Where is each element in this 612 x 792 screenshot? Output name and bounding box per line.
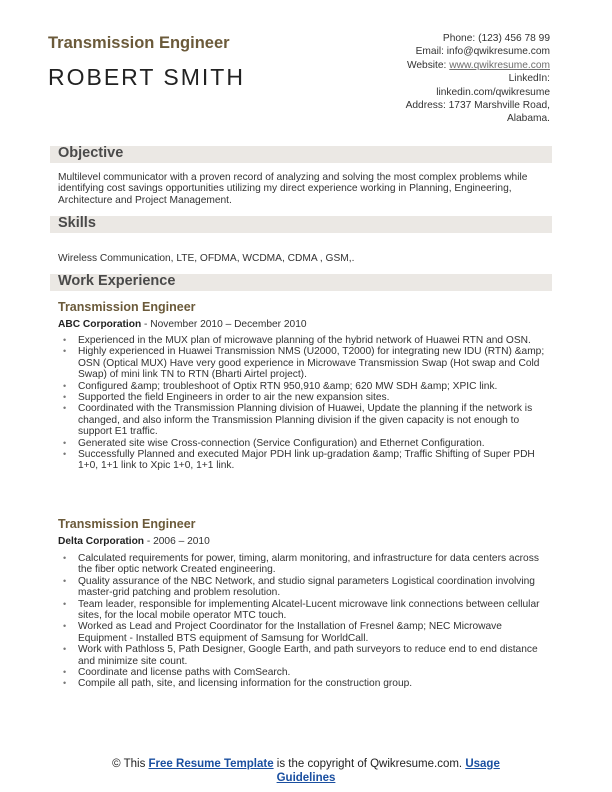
- header-job-title: Transmission Engineer: [48, 34, 230, 52]
- company-name: Delta Corporation: [58, 536, 145, 547]
- guidelines-link[interactable]: Guidelines: [276, 772, 336, 784]
- job-bullets: [58, 553, 552, 690]
- contact-address: Address: 1737 Marshville Road,: [405, 100, 550, 112]
- skills-text: Wireless Communication, LTE, OFDMA, WCDMA, CDMA , GSM,.: [58, 253, 355, 264]
- contact-address-line2: Alabama.: [506, 113, 550, 125]
- bullet-item: • Calculated requirements for power, timing, alarm monitoring, and infrastructure for data centers across the fiber optic network Created engineering.: [58, 553, 552, 576]
- company-name: ABC Corporation: [58, 319, 142, 330]
- job-company-line: [58, 536, 210, 547]
- bullet-item: • Coordinated with the Transmission Planning division of Huawei, Update the planning if the network is changed, and also inform the Transmission Planning division if the given capacity is not enough to support E1 traffic.: [58, 403, 552, 437]
- bullet-item: • Successfully Planned and executed Major PDH link up-gradation &amp; Traffic Shifting of Super PDH 1+0, 1+1 link to Xpic 1+0, 1+1 link.: [58, 449, 552, 472]
- free-resume-template-link[interactable]: Free Resume Template: [148, 758, 274, 770]
- copyright-footer: © This Free Resume Template is the copyright of Qwikresume.com. Usage Guidelines: [112, 758, 500, 784]
- website-link[interactable]: www.qwikresume.com: [449, 59, 550, 71]
- objective-text: Multilevel communicator with a proven record of analyzing and solving the most complex problems while identifying cost savings opportunities utilizing my direct experience working in Planning, Engineering, Architecture and Project Management.: [58, 172, 528, 206]
- work-heading: Work Experience: [58, 273, 176, 289]
- objective-heading: Objective: [58, 145, 124, 161]
- job-bullets: [58, 335, 552, 472]
- bullet-item: • Compile all path, site, and licensing information for the construction group.: [58, 678, 552, 689]
- bullet-item: • Coordinate and license paths with ComSearch.: [58, 667, 552, 678]
- bullet-item: • Configured &amp; troubleshoot of Optix RTN 950,910 &amp; 620 MW SDH &amp; XPIC link.: [58, 381, 552, 392]
- job-company-line: [58, 319, 307, 330]
- contact-linkedin: linkedin.com/qwikresume: [436, 86, 550, 98]
- job-title: Transmission Engineer: [58, 517, 196, 531]
- skills-heading: Skills: [58, 215, 96, 231]
- bullet-item: • Experienced in the MUX plan of microwave planning of the hybrid network of Huawei RTN and OSN.: [58, 335, 552, 346]
- usage-link[interactable]: Usage: [465, 758, 500, 770]
- objective-bar: [50, 146, 552, 163]
- contact-email: Email: info@qwikresume.com: [415, 46, 550, 58]
- bullet-item: • Highly experienced in Huawei Transmission NMS (U2000, T2000) for integrating new IDU (RTN) &amp; OSN (Optical MUX) Have very good experience in Microwave Transmission Swap (Hot swap and Cold Swap) of mini link TN to RTN (Bharti Airtel project).: [58, 346, 552, 380]
- job-dates: - November 2010 – December 2010: [141, 319, 307, 330]
- bullet-item: • Supported the field Engineers in order to air the new expansion sites.: [58, 392, 552, 403]
- bullet-item: • Worked as Lead and Project Coordinator for the Installation of Fresnel &amp; NEC Microwave Equipment - Installed BTS equipment of Samsung for WorldCall.: [58, 621, 552, 644]
- job-title: Transmission Engineer: [58, 300, 196, 314]
- contact-block: [406, 32, 550, 126]
- bullet-item: • Team leader, responsible for implementing Alcatel-Lucent microwave link connections between cellular sites, for the local mobile operator MTC touch.: [58, 599, 552, 622]
- bullet-item: • Generated site wise Cross-connection (Service Configuration) and Ethernet Configuration.: [58, 438, 552, 449]
- bullet-item: • Work with Pathloss 5, Path Designer, Google Earth, and path surveyors to reduce end to end distance and minimize site count.: [58, 644, 552, 667]
- candidate-name: ROBERT SMITH: [48, 64, 245, 90]
- skills-bar: [50, 216, 552, 233]
- bullet-item: • Quality assurance of the NBC Network, and studio signal parameters Logistical coordination involving master-grid patching and problem resolution.: [58, 576, 552, 599]
- contact-website: Website: www.qwikresume.com: [406, 59, 550, 71]
- contact-linkedin-label: LinkedIn:: [508, 73, 550, 85]
- job-dates: - 2006 – 2010: [144, 536, 210, 547]
- contact-phone: Phone: (123) 456 78 99: [442, 33, 550, 44]
